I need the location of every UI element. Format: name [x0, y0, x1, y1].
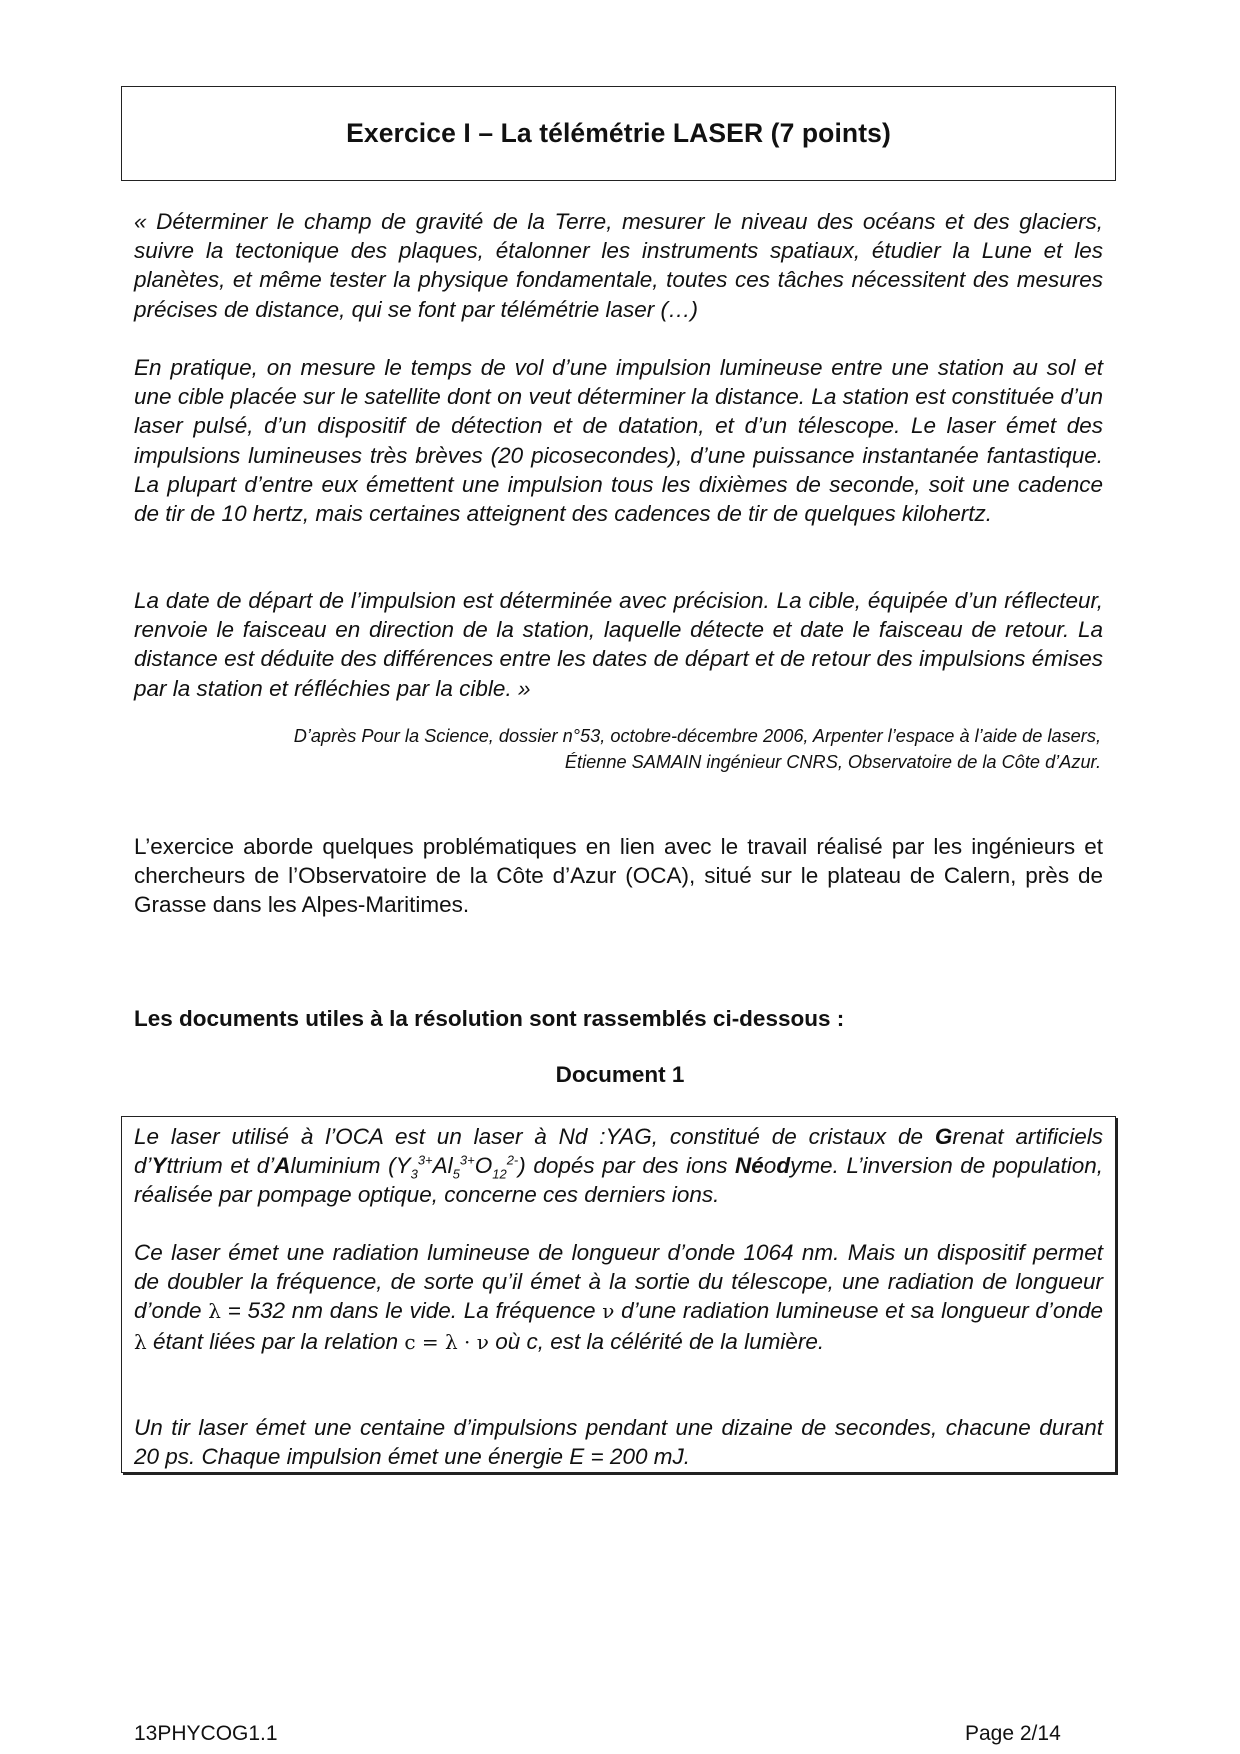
document-1-title: Document 1: [555, 1062, 685, 1087]
title-box: [121, 86, 1116, 181]
footer-code: 13PHYCOG1.1: [134, 1722, 278, 1745]
quote-paragraph-2: En pratique, on mesure le temps de vol d’une impulsion lumineuse entre une station au sol et une cible placée sur le satellite dont on veut déterminer la distance. La station est constituée d’un laser pulsé, d’un dispositif de détection et de datation, et d’un télescope. Le laser émet des impulsions lumineuses très brèves (20 picosecondes), d’une puissance instantanée fantastique. La plupart d’entre eux émettent une impulsion tous les dixièmes de seconde, soit une cadence de tir de 10 hertz, mais certaines atteignent des cadences de tir de quelques kilohertz.: [134, 355, 1103, 527]
footer-page-number: Page 2/14: [965, 1722, 1061, 1745]
document-1-paragraph-3: Un tir laser émet une centaine d’impulsions pendant une dizaine de secondes, chacune durant 20 ps. Chaque impulsion émet une énergie E = 200 mJ.: [134, 1415, 1103, 1470]
documents-heading: Les documents utiles à la résolution sont rassemblés ci-dessous :: [134, 1006, 845, 1031]
document-1-paragraph-2: Ce laser émet une radiation lumineuse de longueur d’onde 1064 nm. Mais un dispositif permet de doubler la fréquence, de sorte qu’il émet à la sortie du télescope, une radiation de longueur d’onde λ = 532 nm dans le vide. La fréquence ν d’une radiation lumineuse et sa longueur d’onde λ étant liées par la relation c = λ · ν où c, est la célérité de la lumière.: [134, 1240, 1103, 1354]
exercise-title: Exercice I – La télémétrie LASER (7 points): [346, 118, 891, 148]
source-line-2: Étienne SAMAIN ingénieur CNRS, Observatoire de la Côte d’Azur.: [564, 752, 1101, 772]
intro-paragraph: L’exercice aborde quelques problématiques en lien avec le travail réalisé par les ingénieurs et chercheurs de l’Observatoire de la Côte d’Azur (OCA), situé sur le plateau de Calern, près de Grasse dans les Alpes-Maritimes.: [134, 834, 1103, 918]
document-1-paragraph-1: Le laser utilisé à l’OCA est un laser à Nd :YAG, constitué de cristaux de Grenat artificiels d’Yttrium et d’Aluminium $(Y_3^{3+}Al_5^{3+}O_{12}^{2-})$ dopés par des ions Néodyme. L’inversion de population, réalisée par pompage optique, concerne ces derniers ions.: [134, 1124, 1103, 1208]
quote-paragraph-3: La date de départ de l’impulsion est déterminée avec précision. La cible, équipée d’un réflecteur, renvoie le faisceau en direction de la station, laquelle détecte et date le faisceau de retour. La distance est déduite des différences entre les dates de départ et de retour des impulsions émises par la station et réfléchies par la cible. »: [134, 588, 1103, 701]
quote-paragraph-1: « Déterminer le champ de gravité de la Terre, mesurer le niveau des océans et des glaciers, suivre la tectonique des plaques, étalonner les instruments spatiaux, étudier la Lune et les planètes, et même tester la physique fondamentale, toutes ces tâches nécessitent des mesures précises de distance, qui se font par télémétrie laser (…): [134, 209, 1103, 322]
source-line-1: D’après Pour la Science, dossier n°53, octobre-décembre 2006, Arpenter l’espace à l’aide de lasers,: [293, 726, 1101, 746]
